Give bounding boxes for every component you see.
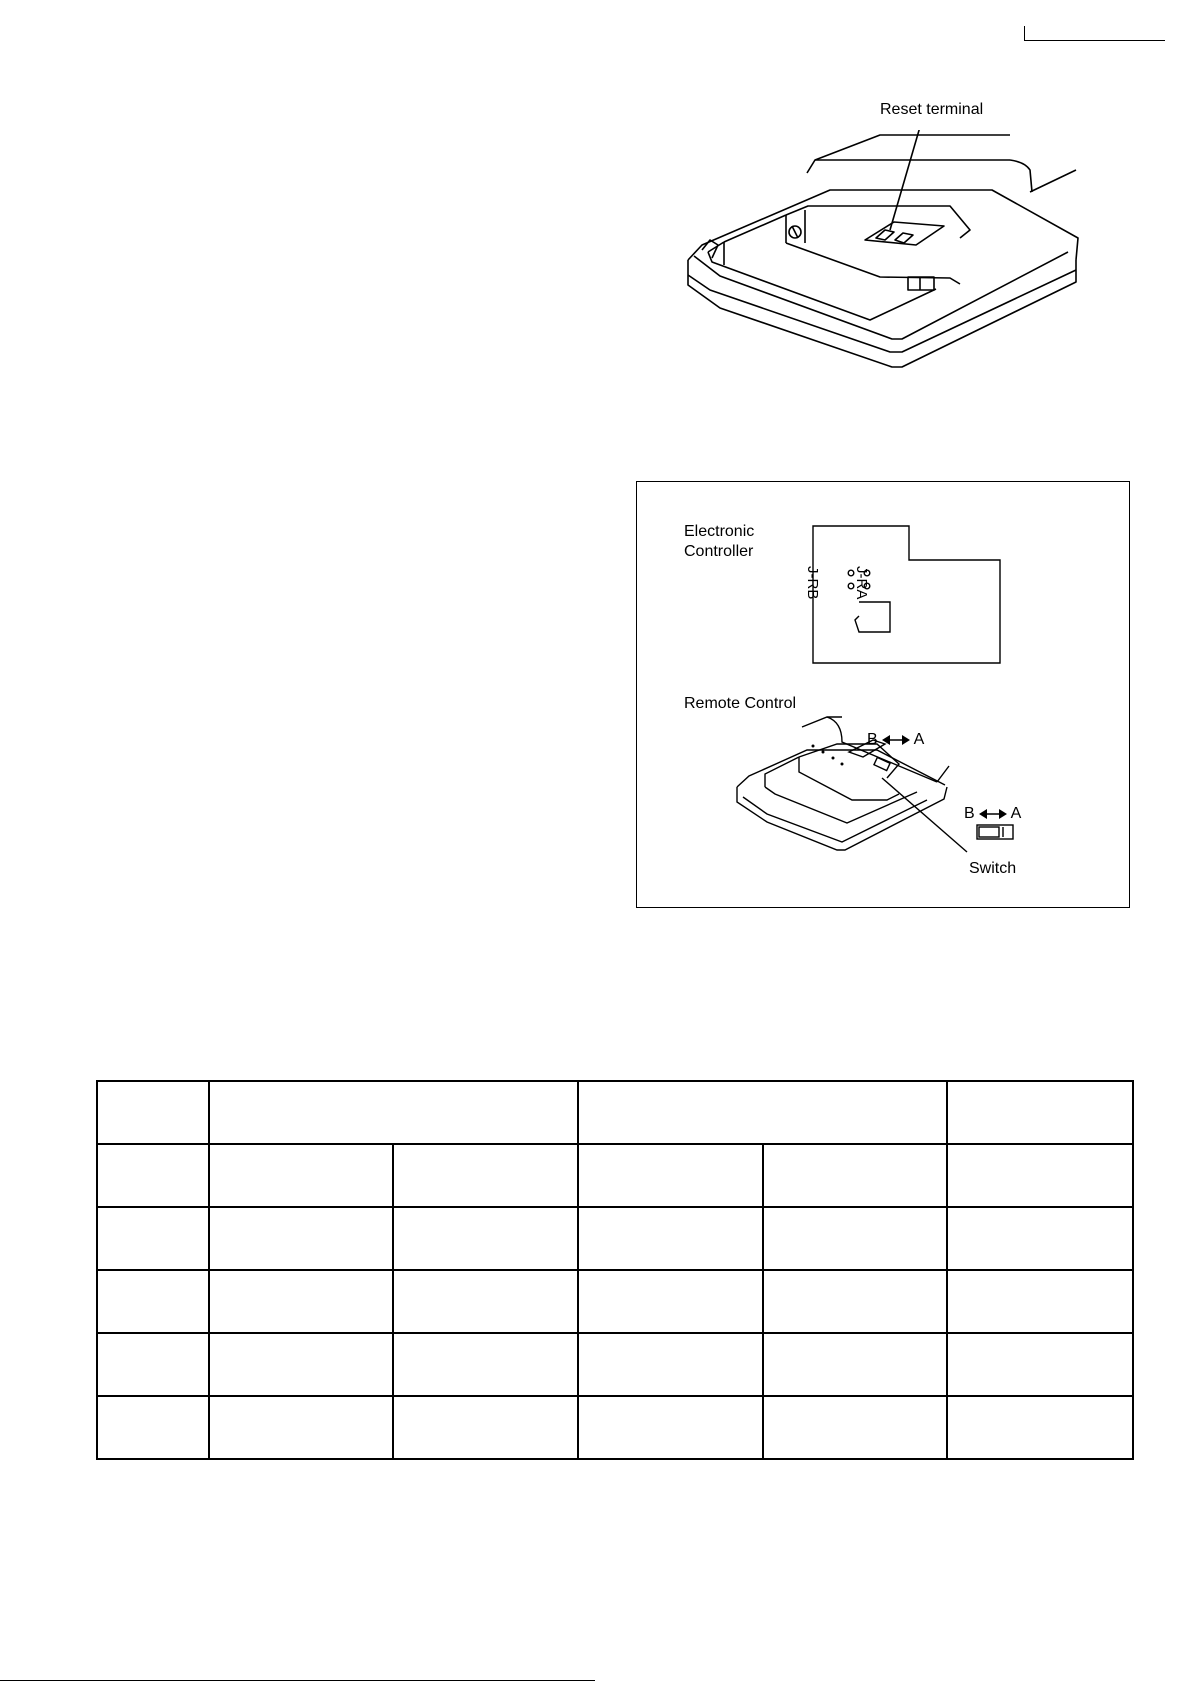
table-cell (578, 1207, 763, 1270)
table-row (97, 1333, 1133, 1396)
table-cell (763, 1396, 948, 1459)
electronic-controller-line2: Controller (684, 543, 754, 560)
double-arrow-icon (882, 735, 910, 745)
ba-top-b: B (867, 731, 878, 748)
table-cell (947, 1207, 1133, 1270)
table-header-cell (209, 1081, 578, 1144)
remote-control-label: Remote Control (684, 695, 797, 712)
table-header-cell (578, 1081, 947, 1144)
table-cell (763, 1144, 948, 1207)
double-arrow-icon (979, 809, 1007, 819)
ba-right-b: B (964, 805, 975, 822)
table-cell (578, 1144, 763, 1207)
table-cell (393, 1270, 578, 1333)
header-rule (1024, 26, 1165, 41)
table-cell (393, 1396, 578, 1459)
table-cell (97, 1333, 209, 1396)
table-cell (578, 1333, 763, 1396)
table-row (97, 1270, 1133, 1333)
table-cell (393, 1333, 578, 1396)
table-cell (393, 1207, 578, 1270)
table-cell (947, 1270, 1133, 1333)
table-row (97, 1207, 1133, 1270)
table-header-row (97, 1081, 1133, 1144)
table-cell (578, 1270, 763, 1333)
table-cell (947, 1144, 1133, 1207)
table-cell (763, 1333, 948, 1396)
table-cell (578, 1396, 763, 1459)
ba-indicator-top (867, 730, 924, 750)
table-cell (763, 1270, 948, 1333)
table-row (97, 1144, 1133, 1207)
table-cell (97, 1270, 209, 1333)
table-cell (209, 1333, 394, 1396)
jumper-b-label: J-RB (804, 566, 821, 600)
table-cell (393, 1144, 578, 1207)
table-cell (209, 1144, 394, 1207)
table-header-cell (947, 1081, 1133, 1144)
switch-label: Switch (969, 860, 1017, 877)
table-cell (209, 1396, 394, 1459)
electronic-controller-line1: Electronic (684, 523, 755, 540)
table-row (97, 1396, 1133, 1459)
table-cell (97, 1396, 209, 1459)
jumper-a-label: J-RA (853, 566, 870, 600)
table-cell (763, 1207, 948, 1270)
table-cell (97, 1207, 209, 1270)
address-setting-figure (636, 481, 1130, 908)
table-cell (947, 1396, 1133, 1459)
table-cell (209, 1270, 394, 1333)
table-cell (97, 1144, 209, 1207)
remote-control-reset-figure (680, 130, 1100, 380)
table-header-cell (97, 1081, 209, 1144)
table-cell (947, 1333, 1133, 1396)
setting-table (96, 1080, 1134, 1460)
reset-terminal-label: Reset terminal (880, 101, 984, 118)
table-cell (209, 1207, 394, 1270)
ba-right-a: A (1010, 805, 1022, 822)
footer-rule (0, 1680, 595, 1681)
ba-top-a: A (913, 731, 925, 748)
ba-indicator-right (964, 804, 1021, 824)
